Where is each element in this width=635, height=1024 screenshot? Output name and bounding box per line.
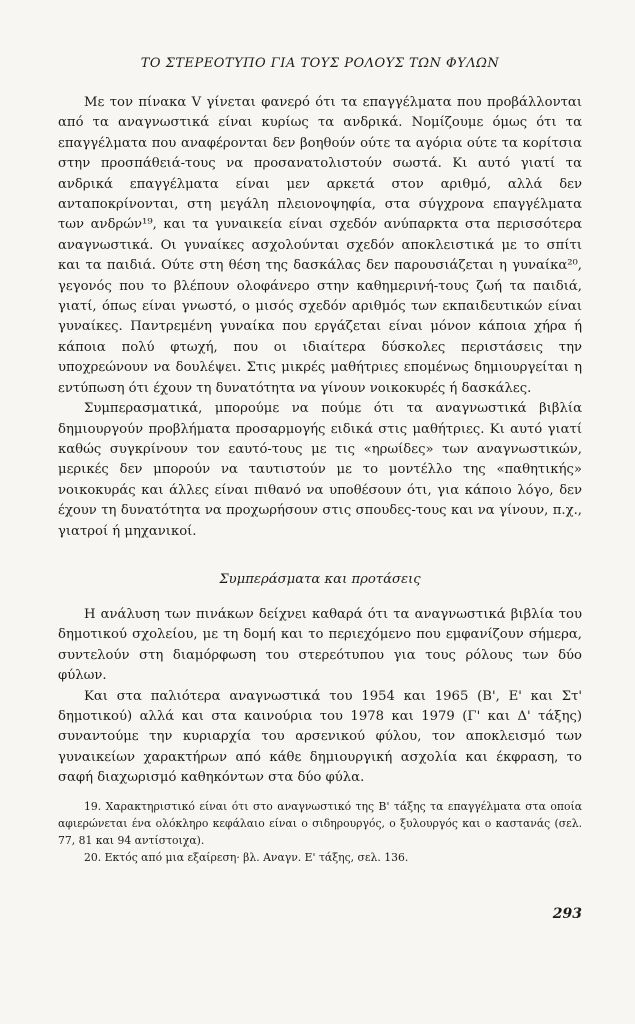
page-number: 293 bbox=[552, 906, 582, 922]
conclusion-paragraph-2: Και στα παλιότερα αναγνωστικά του 1954 και 1965 (Β', Ε' και Στ' δημοτικού) αλλά και στα καινούρια του 1978 και 1979 (Γ' και Δ' τάξης) συναντούμε την κυριαρχία του αρσενικού φύλου, τον αποκλεισμό των γυναικείων χαρακτήρων από κάθε δημιουργική ασχολία και έκφραση, το σαφή διαχωρισμό καθηκόντων στα δύο φύλα. bbox=[58, 688, 582, 786]
footnote-20: 20. Εκτός από μια εξαίρεση· βλ. Αναγν. Ε' τάξης, σελ. 136. bbox=[84, 851, 409, 864]
footnote-19: 19. Χαρακτηριστικό είναι ότι στο αναγνωστικό της Β' τάξης τα επαγγέλματα στα οποία αφιερώνεται ένα ολόκληρο κεφάλαιο είναι ο σιδηρουργός, ο ξυλουργός και ο καστανάς (σελ. 77, 81 και 94 αντίστοιχα). bbox=[58, 800, 582, 847]
section-title: Συμπεράσματα και προτάσεις bbox=[219, 571, 421, 587]
body-paragraph-2: Συμπερασματικά, μπορούμε να πούμε ότι τα αναγνωστικά βιβλία δημιουργούν προβλήματα προσαρμογής ειδικά στις μαθήτριες. Κι αυτό γιατί καθώς συγκρίνουν τον εαυτό-τους με τις «ηρωίδες» των αναγνωστικών, μερικές δεν μπορούν να ταυτιστούν με το μοντέλλο της «παθητικής» νοικοκυράς και άλλες είναι πιθανό να υποθέσουν ότι, για κάποιο λόγο, δεν έχουν τη δυνατότητα να προχωρήσουν στις σπουδες-τους και να γίνουν, π.χ., γιατροί ή μηχανικοί. bbox=[58, 401, 582, 539]
conclusion-paragraph-1: Η ανάλυση των πινάκων δείχνει καθαρά ότι τα αναγνωστικά βιβλία του δημοτικού σχολείου, με τη δομή και το περιεχόμενο που εμφανίζουν σήμερα, συντελούν στη διαμόρφωση του στερεότυπου για τους ρόλους των δύο φύλων. bbox=[58, 606, 582, 684]
footnotes bbox=[58, 798, 582, 866]
body-paragraph-1: Με τον πίνακα V γίνεται φανερό ότι τα επαγγέλματα που προβάλλονται από τα αναγνωστικά είναι κυρίως τα ανδρικά. Νομίζουμε όμως ότι τα επαγγέλματα που αναφέρονται δεν βοηθούν ούτε τα αγόρια ούτε τα κορίτσια στην προσπάθειά-τους να προσανατολιστούν σωστά. Κι αυτό γιατί τα ανδρικά επαγγέλματα είναι μεν αρκετά στον αριθμό, αλλά δεν ανταποκρίνονται, στη μεγάλη πλειονοψηφία, στα σύγχρονα επαγγέλματα των ανδρών¹⁹, και τα γυναικεία είναι σχεδόν ανύπαρκτα στα περισσότερα αναγνωστικά. Οι γυναίκες ασχολούνται σχεδόν αποκλειστικά με το σπίτι και τα παιδιά. Ούτε στη θέση της δασκάλας δεν παρουσιάζεται η γυναίκα²⁰, γεγονός που το βλέπουν ολοφάνερο στην καθημερινή-τους ζωή τα παιδιά, γιατί, όπως είναι γνωστό, ο μισός σχεδόν αριθμός των εκπαιδευτικών είναι γυναίκες. Παντρεμένη γυναίκα που εργάζεται είναι μόνον κάποια χήρα ή κάποια πολύ φτωχή, που οι ιδιαίτερα δύσκολες περιστάσεις την υποχρεώνουν να δουλέψει. Στις μικρές μαθήτριες επομένως δημιουργείται η εντύπωση ότι έχουν τη δυνατότητα να γίνουν νοικοκυρές ή δασκάλες. bbox=[58, 95, 582, 396]
running-title: ΤΟ ΣΤΕΡΕΟΤΥΠΟ ΓΙΑ ΤΟΥΣ ΡΟΛΟΥΣ ΤΩΝ ΦΥΛΩΝ bbox=[140, 56, 500, 71]
page bbox=[58, 56, 582, 996]
